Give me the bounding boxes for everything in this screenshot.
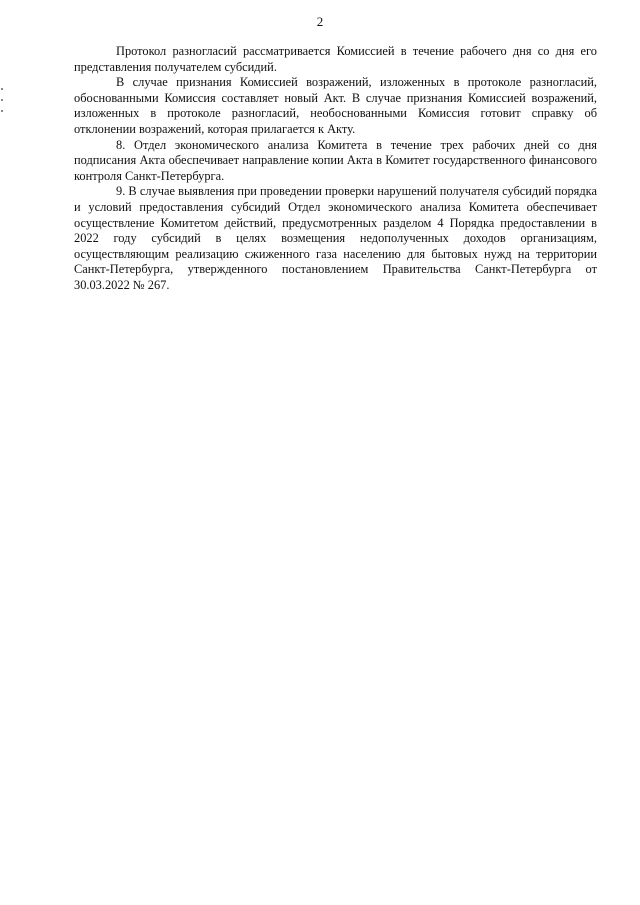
paragraph-item-8: 8. Отдел экономического анализа Комитета в течение трех рабочих дней со дня подписания Акта обеспечивает направление копии Акта в Комитет государственного финансового контроля Санкт-Петербурга. — [74, 137, 597, 183]
paragraph-objections: В случае признания Комиссией возражений, изложенных в протоколе разногласий, обоснованными Комиссия составляет новый Акт. В случае признания Комиссией возражений, изложенных в протоколе разногласий, необоснованными Комиссия готовит справку об отклонении возражений, которая прилагается к Акту. — [74, 75, 597, 136]
margin-dot — [1, 99, 3, 101]
margin-mark — [1, 88, 3, 112]
document-body — [74, 44, 597, 294]
margin-dot — [1, 110, 3, 112]
margin-dot — [1, 88, 3, 90]
paragraph-protocol-review: Протокол разногласий рассматривается Комиссией в течение рабочего дня со дня его представления получателем субсидий. — [74, 44, 597, 74]
page-number: 2 — [316, 14, 324, 29]
paragraph-item-9: 9. В случае выявления при проведении проверки нарушений получателя субсидий порядка и условий предоставления субсидий Отдел экономического анализа Комитета обеспечивает осуществление Комитетом действий, предусмотренных разделом 4 Порядка предоставлении в 2022 году субсидий в целях возмещения недополученных доходов организациям, осуществляющим реализацию сжиженного газа населению для бытовых нужд на территории Санкт-Петербурга, утвержденного постановлением Правительства Санкт-Петербурга от 30.03.2022 № 267. — [74, 184, 597, 292]
